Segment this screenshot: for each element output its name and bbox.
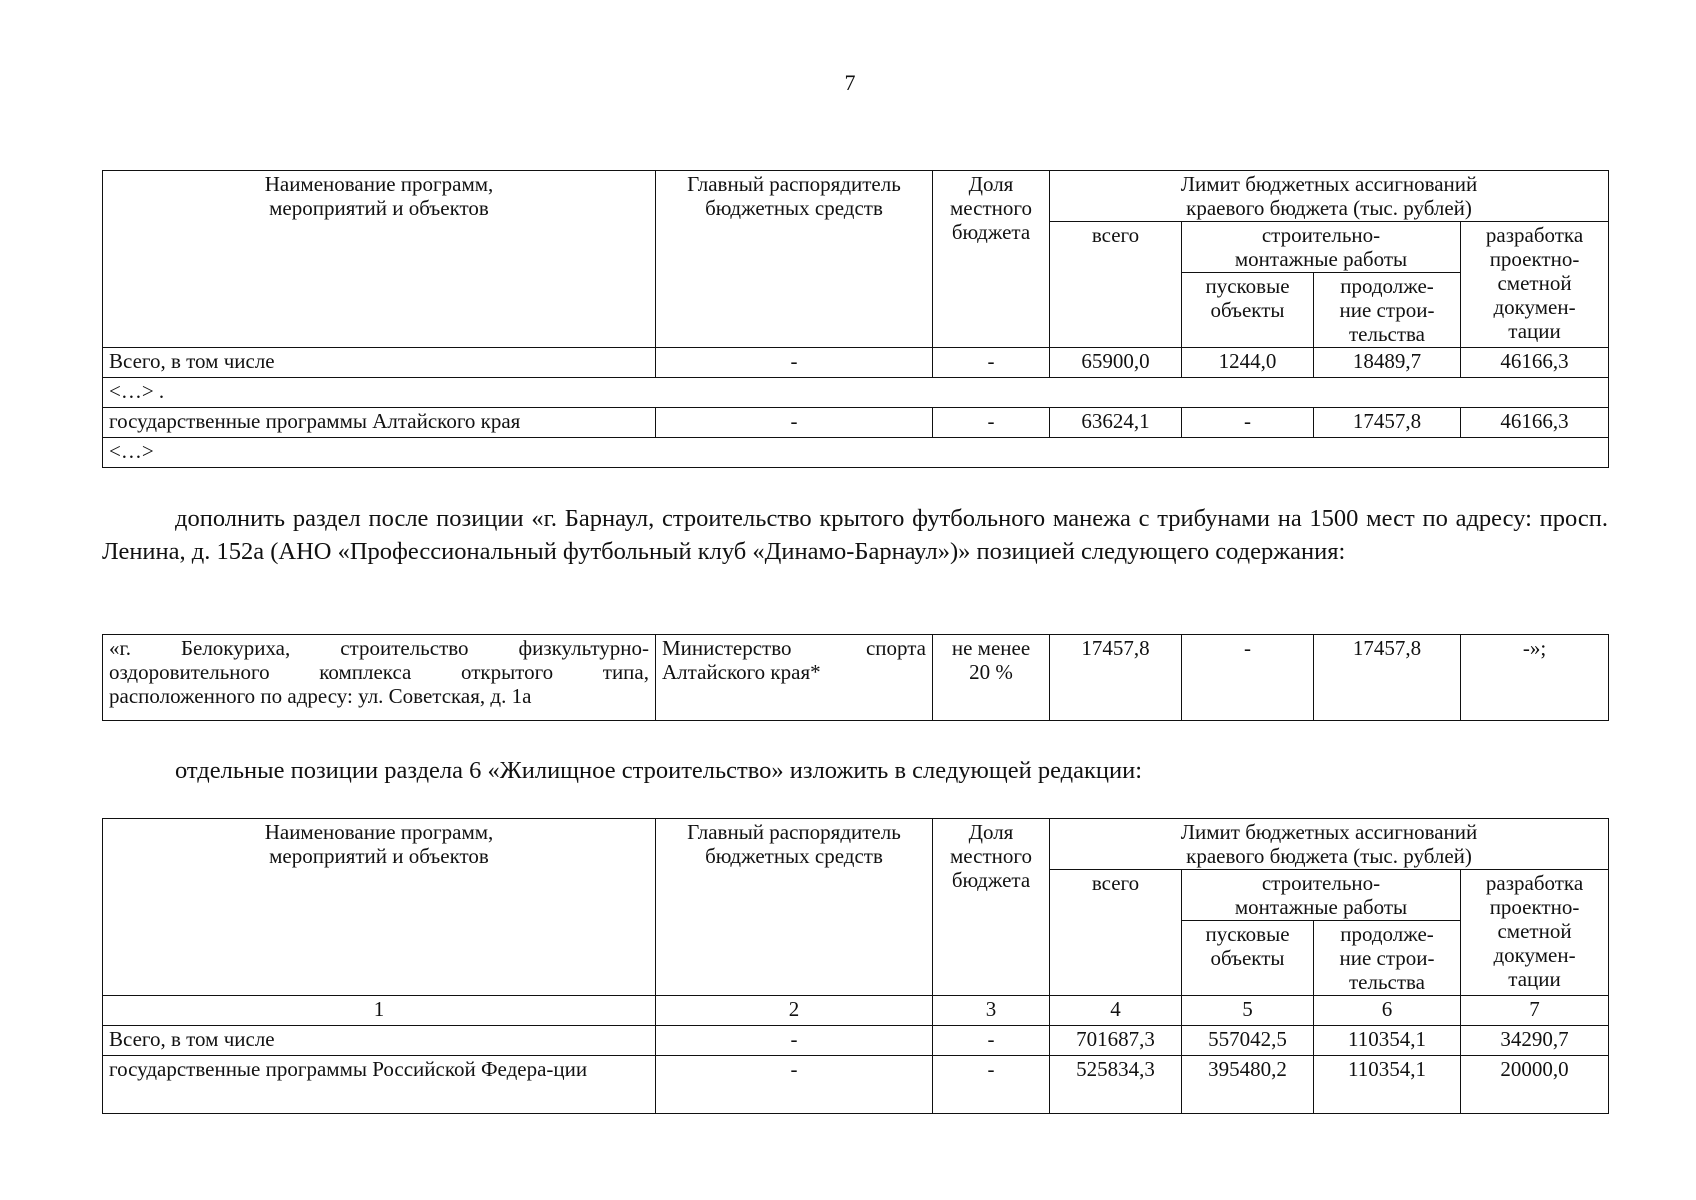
row-total: 701687,3: [1050, 1026, 1182, 1056]
row-design: 46166,3: [1461, 408, 1609, 438]
row-total: 63624,1: [1050, 408, 1182, 438]
row-launch: -: [1182, 635, 1314, 721]
row-launch: 1244,0: [1182, 348, 1314, 378]
budget-table-3: [102, 818, 1609, 1114]
row-design: 20000,0: [1461, 1056, 1609, 1114]
row-manager: -: [656, 408, 933, 438]
row-ellipsis: <…>: [103, 438, 1609, 468]
row-total: 525834,3: [1050, 1056, 1182, 1114]
header-construction: строительно- монтажные работы: [1182, 222, 1461, 273]
table-row: [103, 1026, 1609, 1056]
header-limit: Лимит бюджетных ассигнований краевого бюджета (тыс. рублей): [1050, 171, 1609, 222]
budget-table-1: [102, 170, 1609, 468]
header-name: Наименование программ, мероприятий и объектов: [103, 819, 656, 996]
table-row: [103, 438, 1609, 468]
table-row: [103, 378, 1609, 408]
amendment-paragraph-1: дополнить раздел после позиции «г. Барнаул, строительство крытого футбольного манежа с трибунами на 1500 мест по адресу: просп. Ленина, д. 152а (АНО «Профессиональный футбольный клуб «Динамо-Барнаул»)» позицией следующего содержания:: [102, 505, 1608, 565]
budget-table-2: [102, 634, 1609, 721]
amendment-paragraph-2: отдельные позиции раздела 6 «Жилищное строительство» изложить в следующей редакции:: [175, 757, 1143, 784]
row-name: государственные программы Российской Федера-ции: [103, 1056, 656, 1114]
header-launch: пусковые объекты: [1182, 921, 1314, 996]
column-number: 5: [1182, 996, 1314, 1026]
row-manager: -: [656, 1026, 933, 1056]
header-design: разработка проектно- сметной докумен- тации: [1461, 222, 1609, 348]
header-continuation: продолже- ние строи- тельства: [1314, 273, 1461, 348]
row-continuation: 110354,1: [1314, 1056, 1461, 1114]
header-construction: строительно- монтажные работы: [1182, 870, 1461, 921]
row-name: государственные программы Алтайского края: [103, 408, 656, 438]
table-row: [103, 1056, 1609, 1114]
header-launch: пусковые объекты: [1182, 273, 1314, 348]
table-row: [103, 348, 1609, 378]
header-total: всего: [1050, 222, 1182, 348]
column-number: 2: [656, 996, 933, 1026]
row-manager: -: [656, 1056, 933, 1114]
row-share: -: [933, 1026, 1050, 1056]
row-share: не менее 20 %: [933, 635, 1050, 721]
row-launch: 557042,5: [1182, 1026, 1314, 1056]
row-design: 46166,3: [1461, 348, 1609, 378]
row-design: -»;: [1461, 635, 1609, 721]
row-design: 34290,7: [1461, 1026, 1609, 1056]
row-manager: Министерство спорта Алтайского края*: [656, 635, 933, 721]
column-number: 7: [1461, 996, 1609, 1026]
row-name: Всего, в том числе: [103, 1026, 656, 1056]
row-ellipsis: <…> .: [103, 378, 1609, 408]
row-continuation: 110354,1: [1314, 1026, 1461, 1056]
column-number: 1: [103, 996, 656, 1026]
column-number: 3: [933, 996, 1050, 1026]
row-continuation: 17457,8: [1314, 408, 1461, 438]
row-share: -: [933, 348, 1050, 378]
row-continuation: 18489,7: [1314, 348, 1461, 378]
header-continuation: продолже- ние строи- тельства: [1314, 921, 1461, 996]
header-design: разработка проектно- сметной докумен- тации: [1461, 870, 1609, 996]
header-limit: Лимит бюджетных ассигнований краевого бюджета (тыс. рублей): [1050, 819, 1609, 870]
table-row: [103, 408, 1609, 438]
header-manager: Главный распорядитель бюджетных средств: [656, 819, 933, 996]
column-number-row: [103, 996, 1609, 1026]
row-total: 17457,8: [1050, 635, 1182, 721]
row-continuation: 17457,8: [1314, 635, 1461, 721]
page-number: 7: [844, 70, 856, 95]
header-share: Доля местного бюджета: [933, 171, 1050, 348]
header-total: всего: [1050, 870, 1182, 996]
row-launch: 395480,2: [1182, 1056, 1314, 1114]
column-number: 6: [1314, 996, 1461, 1026]
row-name: «г. Белокуриха, строительство физкультурно- оздоровительного комплекса открытого типа, расположенного по адресу: ул. Советская, д. 1а: [103, 635, 656, 721]
row-name: Всего, в том числе: [103, 348, 656, 378]
row-launch: -: [1182, 408, 1314, 438]
header-name: Наименование программ, мероприятий и объектов: [103, 171, 656, 348]
header-share: Доля местного бюджета: [933, 819, 1050, 996]
row-share: -: [933, 408, 1050, 438]
header-manager: Главный распорядитель бюджетных средств: [656, 171, 933, 348]
column-number: 4: [1050, 996, 1182, 1026]
row-share: -: [933, 1056, 1050, 1114]
table-row: [103, 635, 1609, 721]
row-total: 65900,0: [1050, 348, 1182, 378]
row-manager: -: [656, 348, 933, 378]
